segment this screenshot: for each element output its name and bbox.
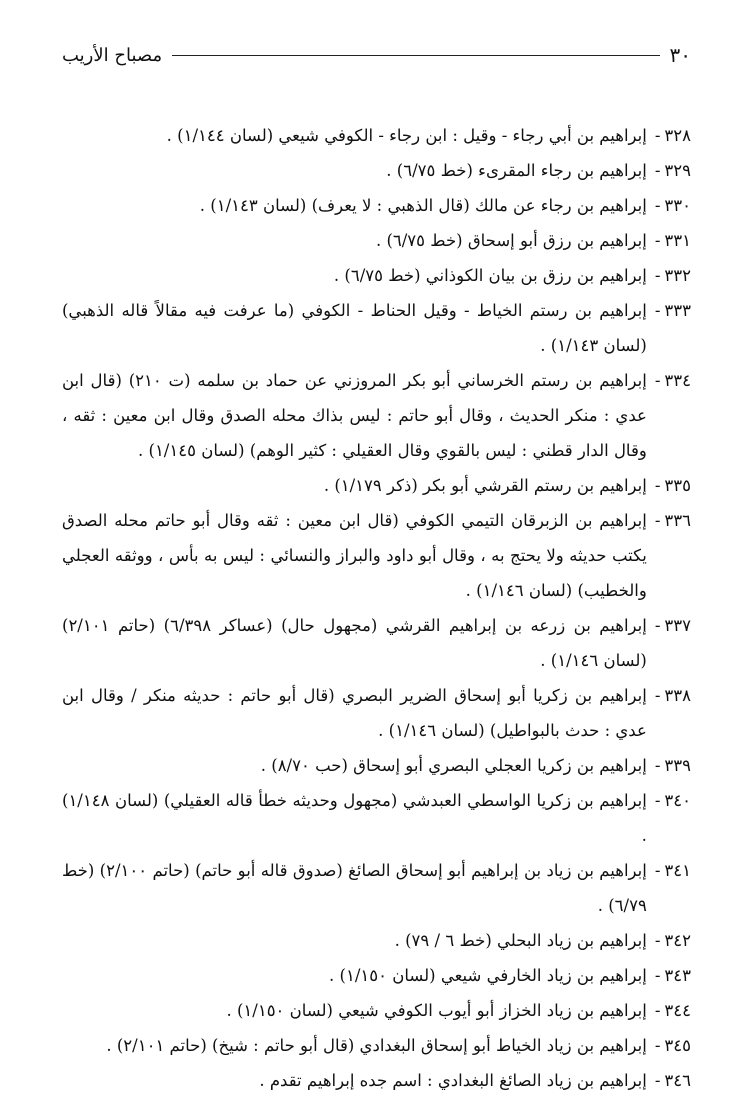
entry-number-value: ٣٣٢ (664, 266, 691, 285)
entry-number (651, 363, 691, 468)
entry-text: إبراهيم بن زياد الصائغ البغدادي : اسم جده إبراهيم تقدم . (259, 1071, 647, 1090)
entry-number (651, 188, 691, 223)
entry-text: إبراهيم بن زياد بن إبراهيم أبو إسحاق الصائغ (صدوق قاله أبو حاتم) (حاتم ٢/١٠٠) (خط ٦/٧٩) . (62, 861, 647, 915)
entry-text: إبراهيم بن زياد الخارفي شيعي (لسان ١/١٥٠) . (329, 966, 647, 985)
entry-number-value: ٣٣٦ (664, 511, 691, 530)
list-item (62, 468, 691, 503)
entry-number (651, 258, 691, 293)
entry-text: إبراهيم بن زياد الخياط أبو إسحاق البغدادي (قال أبو حاتم : شيخ) (حاتم ٢/١٠١) . (106, 1036, 647, 1055)
entry-text: إبراهيم بن زياد الخزاز أبو أيوب الكوفي شيعي (لسان ١/١٥٠) . (226, 1001, 647, 1020)
list-item (62, 258, 691, 293)
list-item (62, 1063, 691, 1098)
entry-text: إبراهيم بن الزبرقان التيمي الكوفي (قال ابن معين : ثقه وقال أبو حاتم محله الصدق يكتب حديثه ولا يحتج به ، وقال أبو داود والبراز والنسائي : ليس به بأس ، ووثقه العجلي والخطيب) (لسان ١/١٤٦) . (62, 511, 647, 600)
entry-number (651, 993, 691, 1028)
entry-text: إبراهيم بن رستم الخياط - وقيل الحناط - الكوفي (ما عرفت فيه مقالاً قاله الذهبي) (لسان ١/١٤٣) . (62, 301, 647, 355)
entry-dash: - (654, 931, 661, 950)
list-item (62, 188, 691, 223)
list-item (62, 853, 691, 923)
entry-number-value: ٣٤٢ (664, 931, 691, 950)
list-item (62, 293, 691, 363)
entry-dash: - (654, 266, 661, 285)
entry-number-value: ٣٢٨ (664, 126, 691, 145)
header-rule (172, 55, 659, 56)
entry-text: إبراهيم بن زكريا العجلي البصري أبو إسحاق (حب ٨/٧٠) . (260, 756, 647, 775)
entry-dash: - (654, 861, 661, 880)
entry-number (651, 853, 691, 923)
entry-dash: - (654, 301, 661, 320)
entry-number-value: ٣٤٣ (664, 966, 691, 985)
entry-number (651, 153, 691, 188)
page-header (62, 38, 691, 72)
entry-dash: - (654, 966, 661, 985)
entry-dash: - (654, 1001, 661, 1020)
entry-number-value: ٣٤٦ (664, 1071, 691, 1090)
entry-dash: - (654, 476, 661, 495)
entry-dash: - (654, 196, 661, 215)
entry-number-value: ٣٣٣ (664, 301, 691, 320)
list-item (62, 783, 691, 853)
entry-number-value: ٣٣٥ (664, 476, 691, 495)
list-item (62, 503, 691, 608)
list-item (62, 958, 691, 993)
list-item (62, 363, 691, 468)
entry-text: إبراهيم بن أبي رجاء - وقيل : ابن رجاء - الكوفي شيعي (لسان ١/١٤٤) . (166, 126, 647, 145)
entry-number-value: ٣٢٩ (664, 161, 691, 180)
list-item (62, 153, 691, 188)
entry-number-value: ٣٣٨ (664, 686, 691, 705)
entry-text: إبراهيم بن زكريا الواسطي العبدشي (مجهول وحديثه خطأ قاله العقيلي) (لسان ١/١٤٨) . (62, 791, 647, 845)
entry-number (651, 293, 691, 363)
entry-number (651, 958, 691, 993)
entry-text: إبراهيم بن رزق أبو إسحاق (خط ٦/٧٥) . (375, 231, 647, 250)
entry-dash: - (654, 161, 661, 180)
book-title: مصباح الأريب (62, 44, 163, 66)
entry-text: إبراهيم بن زرعه بن إبراهيم القرشي (مجهول حال) (عساكر ٦/٣٩٨) (حاتم ٢/١٠١) (لسان ١/١٤٦) . (62, 616, 647, 670)
list-item (62, 923, 691, 958)
entry-dash: - (654, 756, 661, 775)
entry-number-value: ٣٤٠ (664, 791, 691, 810)
entry-number-value: ٣٣٠ (664, 196, 691, 215)
entry-dash: - (654, 616, 661, 635)
entry-number (651, 678, 691, 748)
entry-number (651, 1063, 691, 1098)
entry-number (651, 748, 691, 783)
entry-list (62, 118, 691, 1098)
entry-number (651, 923, 691, 958)
entry-number-value: ٣٤١ (664, 861, 691, 880)
entry-dash: - (654, 231, 661, 250)
entry-text: إبراهيم بن رجاء المقرىء (خط ٦/٧٥) . (386, 161, 647, 180)
entry-dash: - (654, 126, 661, 145)
entry-dash: - (654, 791, 661, 810)
entry-dash: - (654, 511, 661, 530)
entry-dash: - (654, 371, 661, 390)
list-item (62, 1028, 691, 1063)
list-item (62, 608, 691, 678)
entry-text: إبراهيم بن رزق بن بيان الكوذاني (خط ٦/٧٥) . (333, 266, 647, 285)
entry-number (651, 118, 691, 153)
list-item (62, 678, 691, 748)
entry-number (651, 783, 691, 853)
list-item (62, 118, 691, 153)
entry-dash: - (654, 1036, 661, 1055)
entry-number (651, 223, 691, 258)
entry-number (651, 1028, 691, 1063)
entry-number (651, 608, 691, 678)
entry-number (651, 503, 691, 608)
entry-number-value: ٣٣٤ (664, 371, 691, 390)
entry-number (651, 468, 691, 503)
list-item (62, 223, 691, 258)
list-item (62, 748, 691, 783)
entry-number-value: ٣٤٥ (664, 1036, 691, 1055)
entry-text: إبراهيم بن زكريا أبو إسحاق الضرير البصري (قال أبو حاتم : حديثه منكر / وقال ابن عدي : حدث بالبواطيل) (لسان ١/١٤٦) . (62, 686, 647, 740)
entry-text: إبراهيم بن رستم القرشي أبو بكر (ذكر ١/١٧٩) . (323, 476, 647, 495)
entry-number-value: ٣٣١ (664, 231, 691, 250)
entry-text: إبراهيم بن رستم الخرساني أبو بكر المروزني عن حماد بن سلمه (ت ٢١٠) (قال ابن عدي : منكر الحديث ، وقال أبو حاتم : ليس بذاك محله الصدق وقال ابن معين : ثقه ، وقال الدار قطني : ليس بالقوي وقال العقيلي : كثير الوهم) (لسان ١/١٤٥) . (62, 371, 647, 460)
entry-text: إبراهيم بن زياد البحلي (خط ٦ / ٧٩) . (394, 931, 647, 950)
entry-text: إبراهيم بن رجاء عن مالك (قال الذهبي : لا يعرف) (لسان ١/١٤٣) . (199, 196, 647, 215)
entry-number-value: ٣٣٩ (664, 756, 691, 775)
page-number: ٣٠ (669, 43, 691, 67)
list-item (62, 993, 691, 1028)
entry-dash: - (654, 1071, 661, 1090)
entry-dash: - (654, 686, 661, 705)
entry-number-value: ٣٤٤ (664, 1001, 691, 1020)
entry-number-value: ٣٣٧ (664, 616, 691, 635)
